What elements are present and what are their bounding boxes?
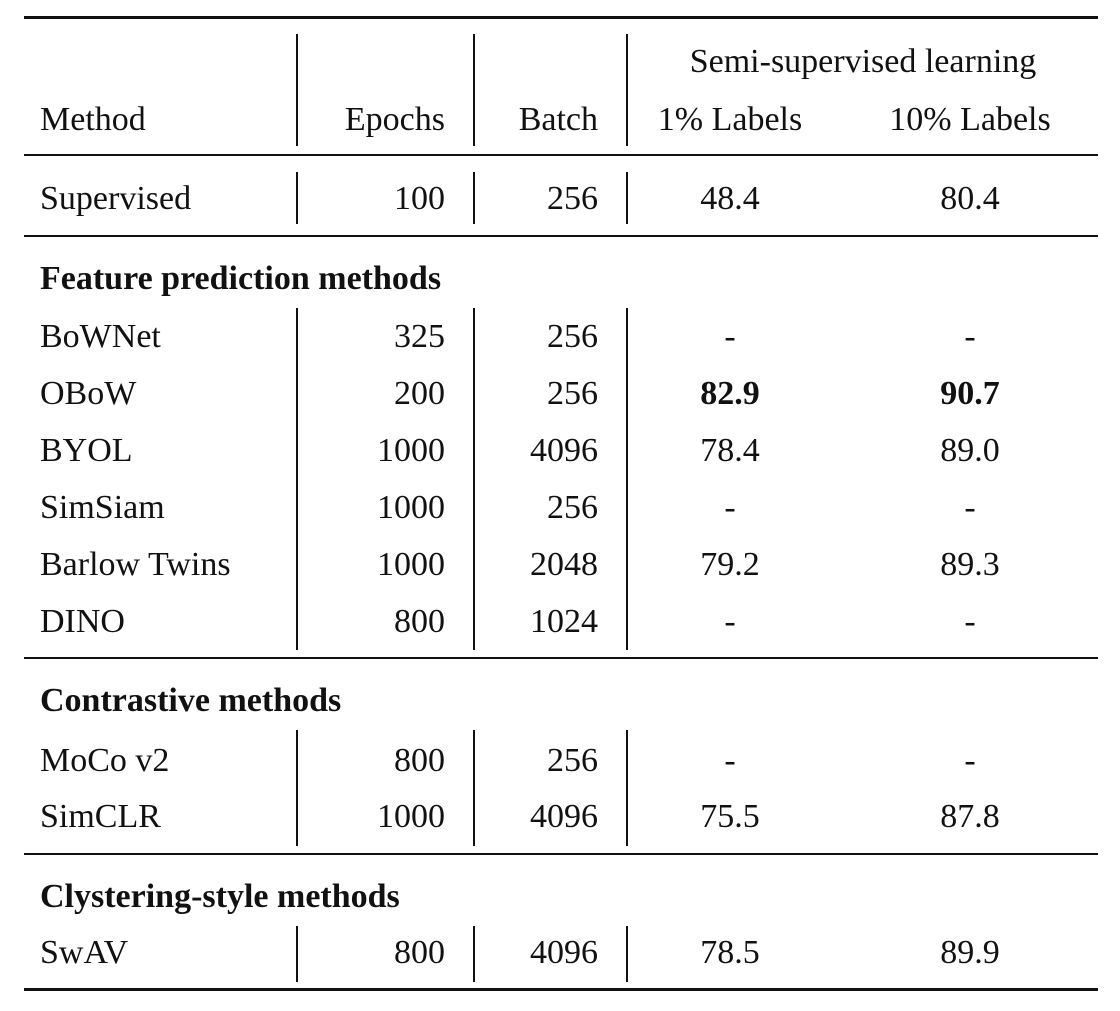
section-title: Contrastive methods <box>40 682 342 719</box>
cell-batch: 4096 <box>530 934 598 971</box>
col-divider <box>473 926 475 982</box>
cell-labels-1: - <box>724 603 736 640</box>
cell-method: DINO <box>40 603 125 640</box>
header-group-label: Semi-supervised learning <box>689 43 1037 80</box>
col-divider <box>626 730 628 846</box>
cell-epochs: 1000 <box>377 798 445 835</box>
cell-labels-1: 79.2 <box>700 546 760 583</box>
col-divider <box>296 730 298 846</box>
section-title: Clystering-style methods <box>40 878 400 915</box>
col-divider <box>296 34 298 146</box>
cell-epochs: 800 <box>394 742 445 779</box>
cell-method: Supervised <box>40 180 192 217</box>
cell-labels-10: - <box>964 489 976 526</box>
cell-labels-1: 78.4 <box>700 432 760 469</box>
header-method: Method <box>40 101 146 138</box>
header-labels-1: 1% Labels <box>657 101 803 138</box>
col-divider <box>296 926 298 982</box>
cell-method: Barlow Twins <box>40 546 231 583</box>
cell-method: BYOL <box>40 432 133 469</box>
cell-labels-10: 89.3 <box>940 546 1000 583</box>
cell-epochs: 200 <box>394 375 445 412</box>
cell-batch: 2048 <box>530 546 598 583</box>
top-rule <box>24 16 1098 19</box>
header-batch: Batch <box>518 101 598 138</box>
cell-batch: 256 <box>547 489 598 526</box>
col-divider <box>626 34 628 146</box>
cell-labels-1: - <box>724 489 736 526</box>
cell-labels-10: - <box>964 603 976 640</box>
col-divider <box>473 172 475 224</box>
cell-labels-10: - <box>964 742 976 779</box>
cell-batch: 4096 <box>530 798 598 835</box>
cell-method: OBoW <box>40 375 137 412</box>
supervised-rule <box>24 235 1098 237</box>
bottom-rule <box>24 988 1098 991</box>
cell-labels-1: 48.4 <box>700 180 760 217</box>
cell-batch: 256 <box>547 742 598 779</box>
cell-method: SimSiam <box>40 489 165 526</box>
cell-batch: 256 <box>547 318 598 355</box>
cell-epochs: 1000 <box>377 489 445 526</box>
cell-labels-1: - <box>724 318 736 355</box>
col-divider <box>626 172 628 224</box>
cell-batch: 256 <box>547 375 598 412</box>
cell-epochs: 1000 <box>377 546 445 583</box>
cell-labels-10: 89.0 <box>940 432 1000 469</box>
header-labels-10: 10% Labels <box>889 101 1051 138</box>
col-divider <box>473 308 475 650</box>
header-rule <box>24 154 1098 156</box>
cell-labels-10: - <box>964 318 976 355</box>
col-divider <box>473 730 475 846</box>
cell-labels-10: 80.4 <box>940 180 1000 217</box>
col-divider <box>473 34 475 146</box>
section-title: Feature prediction methods <box>40 260 442 297</box>
cell-labels-1: - <box>724 742 736 779</box>
col-divider <box>626 308 628 650</box>
cell-epochs: 325 <box>394 318 445 355</box>
contrastive-section-rule <box>24 853 1098 855</box>
cell-labels-10: 89.9 <box>940 934 1000 971</box>
cell-epochs: 800 <box>394 603 445 640</box>
cell-method: SwAV <box>40 934 129 971</box>
cell-batch: 4096 <box>530 432 598 469</box>
cell-labels-1: 78.5 <box>700 934 760 971</box>
cell-method: BoWNet <box>40 318 161 355</box>
cell-method: SimCLR <box>40 798 161 835</box>
feature-section-rule <box>24 657 1098 659</box>
cell-labels-10: 87.8 <box>940 798 1000 835</box>
cell-method: MoCo v2 <box>40 742 170 779</box>
col-divider <box>296 308 298 650</box>
cell-labels-1: 75.5 <box>700 798 760 835</box>
cell-epochs: 1000 <box>377 432 445 469</box>
cell-epochs: 800 <box>394 934 445 971</box>
header-epochs: Epochs <box>344 101 445 138</box>
cell-labels-1-best: 82.9 <box>700 375 760 412</box>
cell-batch: 256 <box>547 180 598 217</box>
cell-batch: 1024 <box>530 603 598 640</box>
cell-labels-10-best: 90.7 <box>940 375 1000 412</box>
col-divider <box>296 172 298 224</box>
cell-epochs: 100 <box>394 180 445 217</box>
col-divider <box>626 926 628 982</box>
